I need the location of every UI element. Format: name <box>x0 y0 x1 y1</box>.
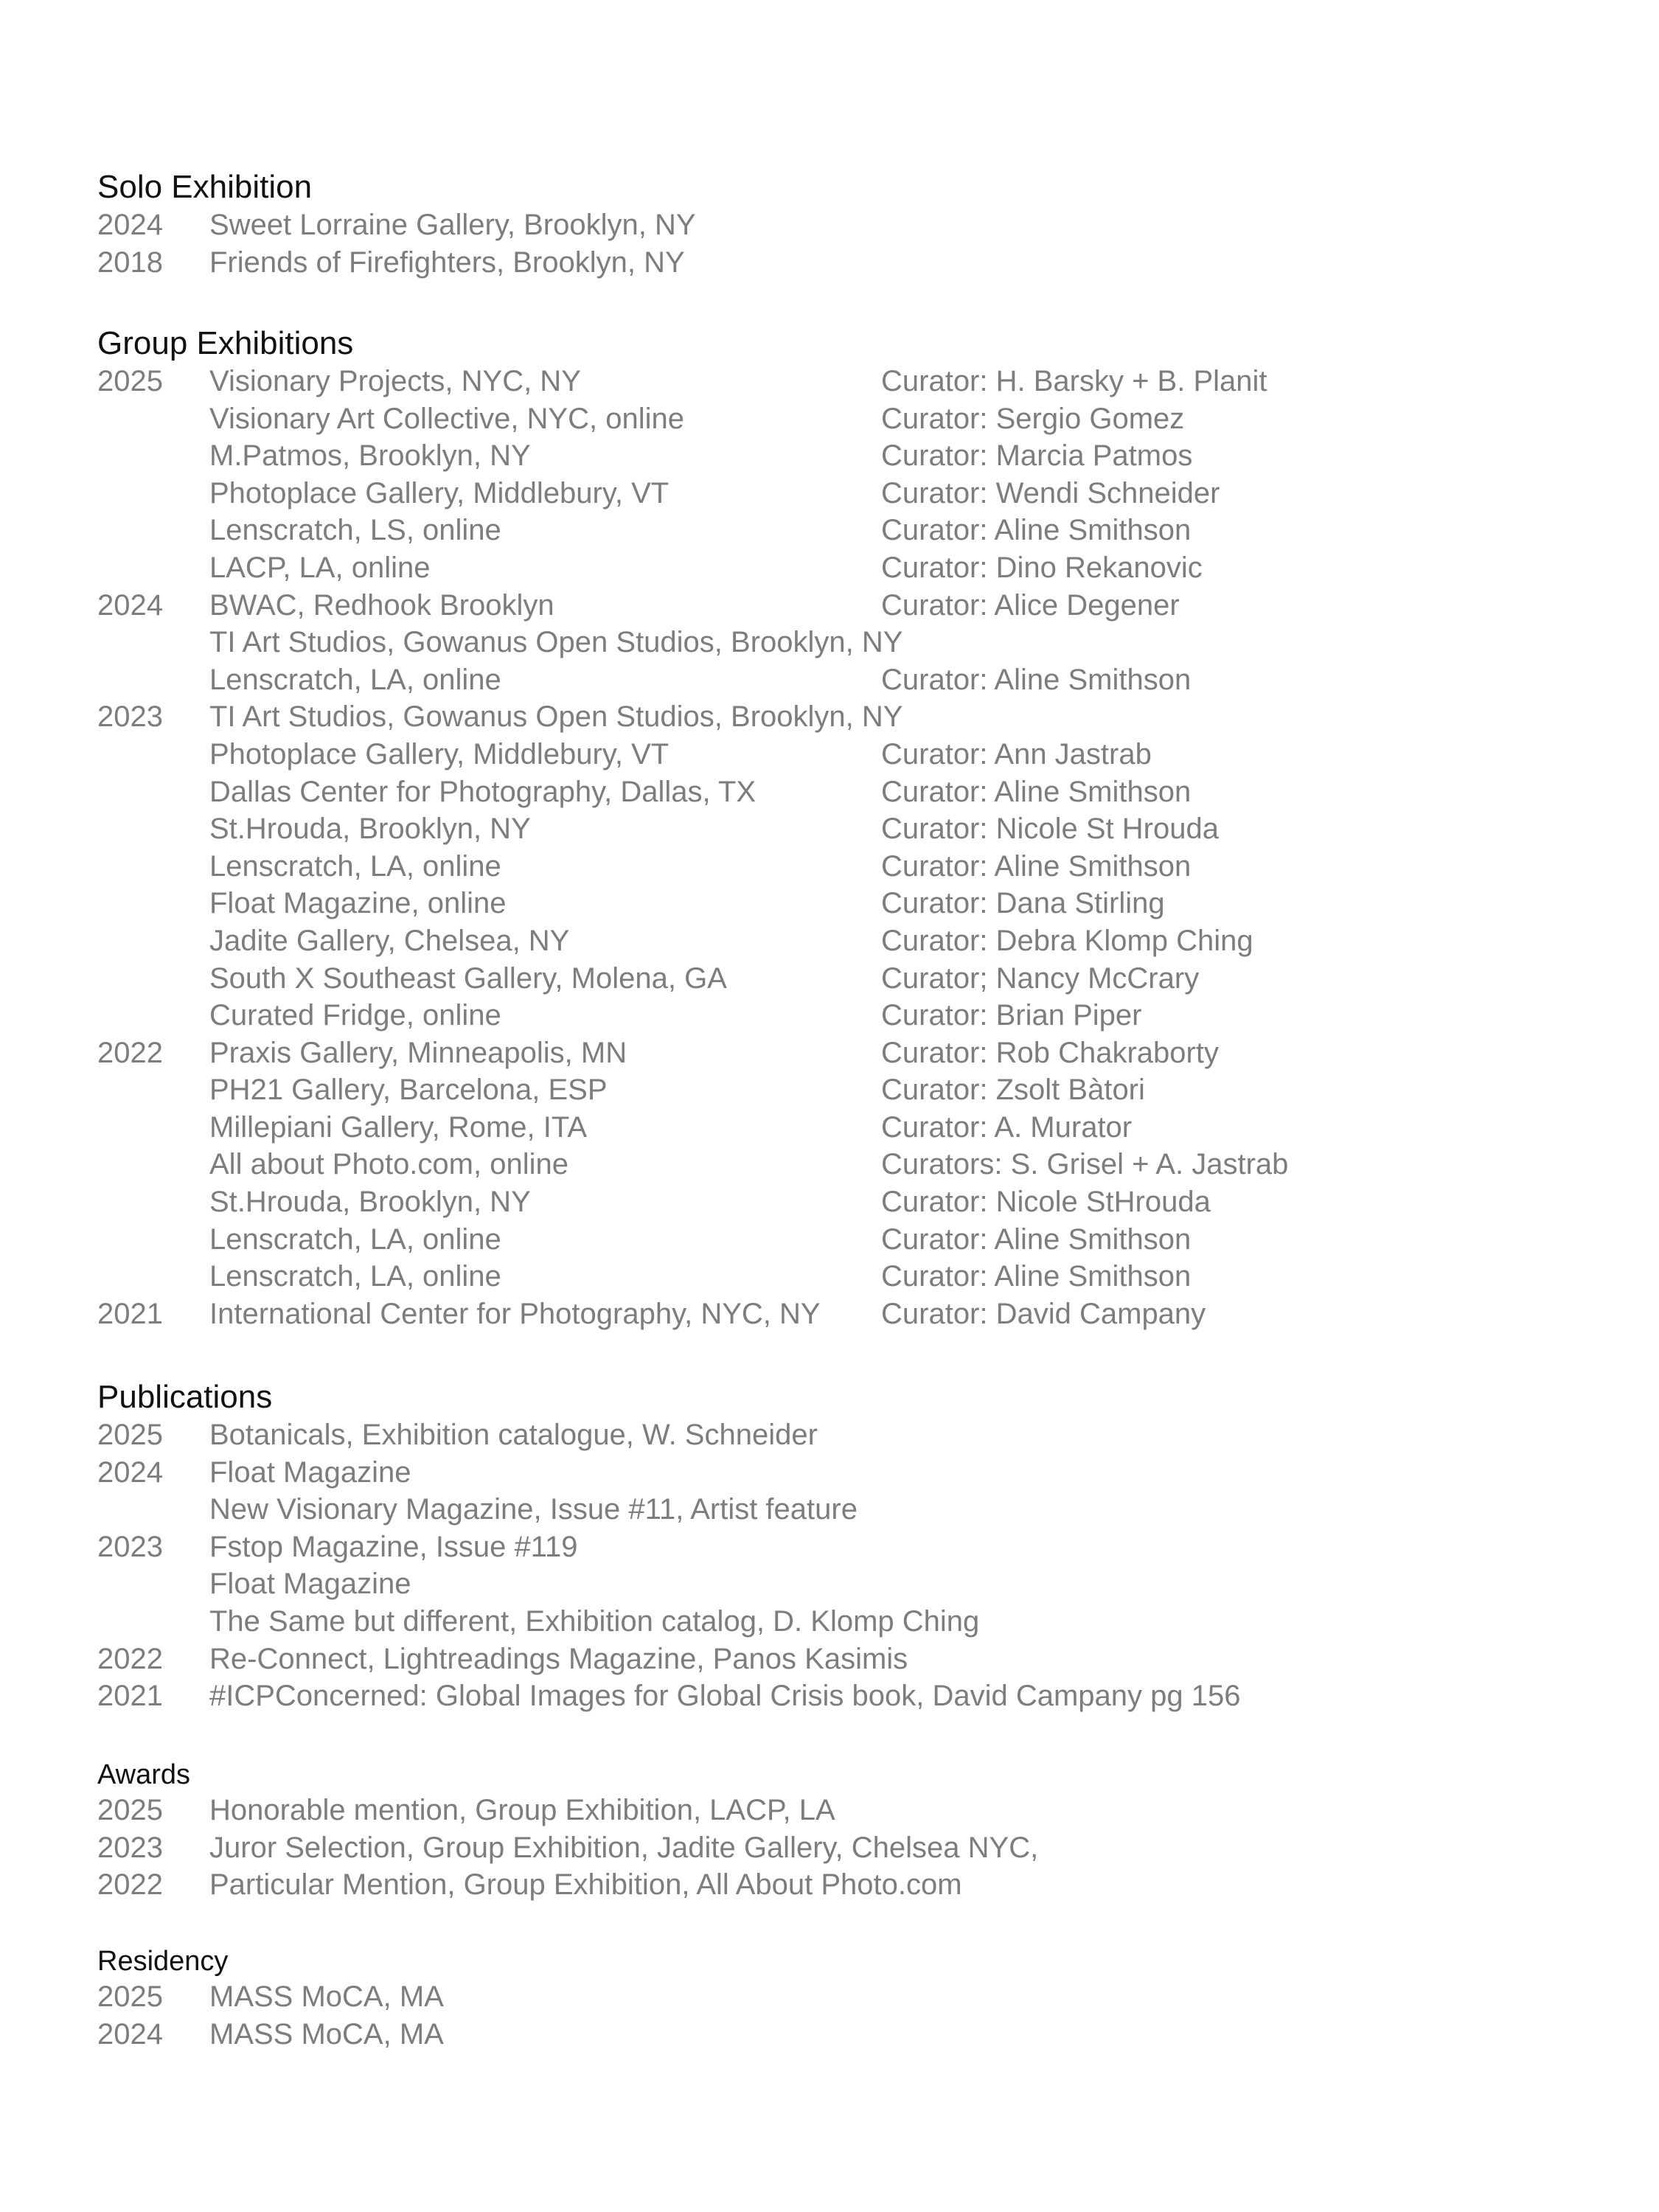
group-exhibitions-list <box>97 363 1543 1332</box>
entry-text: TI Art Studios, Gowanus Open Studios, Brooklyn, NY <box>209 700 903 734</box>
entry-text: South X Southeast Gallery, Molena, GA <box>209 961 727 995</box>
entry-text: #ICPConcerned: Global Images for Global Crisis book, David Campany pg 156 <box>209 1680 1241 1713</box>
list-item <box>97 549 1543 587</box>
entry-text: Juror Selection, Group Exhibition, Jadite Gallery, Chelsea NYC, <box>209 1831 1039 1864</box>
list-item <box>97 885 1543 922</box>
entry-text: Photoplace Gallery, Middlebury, VT <box>209 737 669 771</box>
year-label: 2021 <box>97 1680 163 1713</box>
list-item <box>97 1416 1543 1454</box>
list-item <box>97 587 1543 625</box>
entry-text: The Same but different, Exhibition catalog, D. Klomp Ching <box>209 1604 980 1638</box>
list-item <box>97 1109 1543 1147</box>
list-item <box>97 1295 1543 1333</box>
entry-text: Particular Mention, Group Exhibition, All About Photo.com <box>209 1868 962 1902</box>
year-label: 2023 <box>97 700 163 734</box>
year-label: 2022 <box>97 1868 163 1902</box>
curator-text: Curator: Aline Smithson <box>881 849 1192 883</box>
list-item <box>97 2016 1543 2053</box>
list-item <box>97 1792 1543 1829</box>
curator-text: Curator: Nicole St Hrouda <box>881 813 1219 846</box>
entry-text: Lenscratch, LS, online <box>209 514 501 547</box>
list-item <box>97 512 1543 549</box>
entry-text: Fstop Magazine, Issue #119 <box>209 1530 578 1563</box>
year-label: 2022 <box>97 1036 163 1069</box>
entry-text: Dallas Center for Photography, Dallas, TX <box>209 775 757 808</box>
entry-text: Float Magazine, online <box>209 887 507 920</box>
curator-text: Curator: H. Barsky + B. Planit <box>881 365 1267 397</box>
entry-text: International Center for Photography, NYC, NY <box>209 1297 821 1330</box>
year-label: 2025 <box>97 1419 163 1451</box>
entry-text: Visionary Projects, NYC, NY <box>209 365 581 397</box>
group-exhibitions-section <box>97 324 1543 1332</box>
list-item <box>97 698 1543 736</box>
entry-text: Botanicals, Exhibition catalogue, W. Schneider <box>209 1419 818 1451</box>
list-item <box>97 244 1543 282</box>
list-item <box>97 1641 1543 1678</box>
curator-text: Curator: Rob Chakraborty <box>881 1036 1219 1069</box>
list-item <box>97 922 1543 960</box>
year-label: 2024 <box>97 2017 163 2051</box>
awards-list <box>97 1792 1543 1904</box>
section-heading: Solo Exhibition <box>97 169 313 205</box>
section-heading: Awards <box>97 1759 191 1790</box>
entry-text: Lenscratch, LA, online <box>209 1222 501 1256</box>
curator-text: Curator: Aline Smithson <box>881 514 1192 547</box>
entry-text: St.Hrouda, Brooklyn, NY <box>209 1186 531 1219</box>
entry-text: PH21 Gallery, Barcelona, ESP <box>209 1074 608 1107</box>
residency-section <box>97 1944 1543 2053</box>
curator-text: Curator: Debra Klomp Ching <box>881 924 1253 957</box>
list-item <box>97 736 1543 773</box>
list-item <box>97 960 1543 998</box>
entry-text: MASS MoCA, MA <box>209 1980 444 2013</box>
curator-text: Curator: Wendi Schneider <box>881 476 1220 509</box>
year-label: 2023 <box>97 1530 163 1563</box>
entry-text: Lenscratch, LA, online <box>209 849 501 883</box>
entry-text: Honorable mention, Group Exhibition, LACP, LA <box>209 1794 835 1826</box>
curator-text: Curator: Nicole StHrouda <box>881 1186 1211 1219</box>
list-item <box>97 206 1543 244</box>
year-label: 2024 <box>97 209 163 241</box>
entry-text: New Visionary Magazine, Issue #11, Artist feature <box>209 1493 858 1526</box>
curator-text: Curator: Sergio Gomez <box>881 402 1185 435</box>
list-item <box>97 1491 1543 1528</box>
list-item <box>97 1221 1543 1259</box>
entry-text: Photoplace Gallery, Middlebury, VT <box>209 476 669 509</box>
list-item <box>97 1866 1543 1904</box>
entry-text: Float Magazine <box>209 1455 411 1489</box>
entry-text: TI Art Studios, Gowanus Open Studios, Brooklyn, NY <box>209 626 903 659</box>
entry-text: LACP, LA, online <box>209 551 431 584</box>
entry-text: St.Hrouda, Brooklyn, NY <box>209 813 531 846</box>
list-item <box>97 1603 1543 1641</box>
year-label: 2024 <box>97 1455 163 1489</box>
year-label: 2021 <box>97 1297 163 1330</box>
curator-text: Curator: Ann Jastrab <box>881 737 1152 771</box>
section-heading: Group Exhibitions <box>97 325 354 361</box>
curator-text: Curator: Dana Stirling <box>881 887 1165 920</box>
list-item <box>97 997 1543 1034</box>
year-label: 2025 <box>97 1980 163 2013</box>
curator-text: Curator: David Campany <box>881 1297 1206 1330</box>
curator-text: Curator: Brian Piper <box>881 999 1142 1032</box>
list-item <box>97 1677 1543 1715</box>
list-item <box>97 1978 1543 2016</box>
year-label: 2023 <box>97 1831 163 1864</box>
curator-text: Curator: Marcia Patmos <box>881 439 1193 473</box>
entry-text: Sweet Lorraine Gallery, Brooklyn, NY <box>209 209 696 241</box>
entry-text: MASS MoCA, MA <box>209 2017 444 2051</box>
entry-text: Float Magazine <box>209 1568 411 1601</box>
entry-text: Praxis Gallery, Minneapolis, MN <box>209 1036 627 1069</box>
curator-text: Curator: Alice Degener <box>881 588 1180 622</box>
list-item <box>97 363 1543 400</box>
year-label: 2024 <box>97 588 163 622</box>
list-item <box>97 1829 1543 1867</box>
list-item <box>97 1034 1543 1072</box>
list-item <box>97 400 1543 438</box>
solo-exhibition-list <box>97 206 1543 281</box>
year-label: 2025 <box>97 1794 163 1826</box>
list-item <box>97 1258 1543 1295</box>
entry-text: Millepiani Gallery, Rome, ITA <box>209 1110 587 1144</box>
list-item <box>97 624 1543 661</box>
list-item <box>97 848 1543 886</box>
curator-text: Curator: Aline Smithson <box>881 1260 1192 1293</box>
list-item <box>97 1454 1543 1492</box>
publications-list <box>97 1416 1543 1715</box>
section-heading: Publications <box>97 1379 273 1415</box>
entry-text: Lenscratch, LA, online <box>209 663 501 696</box>
solo-exhibition-section <box>97 168 1543 281</box>
entry-text: Lenscratch, LA, online <box>209 1260 501 1293</box>
entry-text: Jadite Gallery, Chelsea, NY <box>209 924 570 957</box>
list-item <box>97 1565 1543 1603</box>
curator-text: Curator: Aline Smithson <box>881 663 1192 696</box>
list-item <box>97 475 1543 512</box>
curator-text: Curator: A. Murator <box>881 1110 1133 1144</box>
curator-text: Curator: Zsolt Bàtori <box>881 1074 1145 1107</box>
list-item <box>97 437 1543 475</box>
list-item <box>97 1146 1543 1183</box>
curator-text: Curator: Aline Smithson <box>881 1222 1192 1256</box>
year-label: 2022 <box>97 1642 163 1675</box>
year-label: 2018 <box>97 246 163 279</box>
entry-text: Friends of Firefighters, Brooklyn, NY <box>209 246 685 279</box>
curator-text: Curator; Nancy McCrary <box>881 961 1200 995</box>
entry-text: BWAC, Redhook Brooklyn <box>209 588 554 622</box>
publications-section <box>97 1378 1543 1715</box>
section-heading: Residency <box>97 1946 229 1977</box>
entry-text: Visionary Art Collective, NYC, online <box>209 402 684 435</box>
curator-text: Curators: S. Grisel + A. Jastrab <box>881 1148 1289 1181</box>
entry-text: Curated Fridge, online <box>209 999 501 1032</box>
residency-list <box>97 1978 1543 2053</box>
year-label: 2025 <box>97 365 163 397</box>
awards-section <box>97 1758 1543 1904</box>
list-item <box>97 1528 1543 1566</box>
list-item <box>97 773 1543 811</box>
entry-text: M.Patmos, Brooklyn, NY <box>209 439 531 473</box>
list-item <box>97 810 1543 848</box>
entry-text: All about Photo.com, online <box>209 1148 568 1181</box>
list-item <box>97 1183 1543 1221</box>
list-item <box>97 661 1543 699</box>
entry-text: Re-Connect, Lightreadings Magazine, Panos Kasimis <box>209 1642 908 1675</box>
curator-text: Curator: Aline Smithson <box>881 775 1192 808</box>
list-item <box>97 1071 1543 1109</box>
curator-text: Curator: Dino Rekanovic <box>881 551 1203 584</box>
